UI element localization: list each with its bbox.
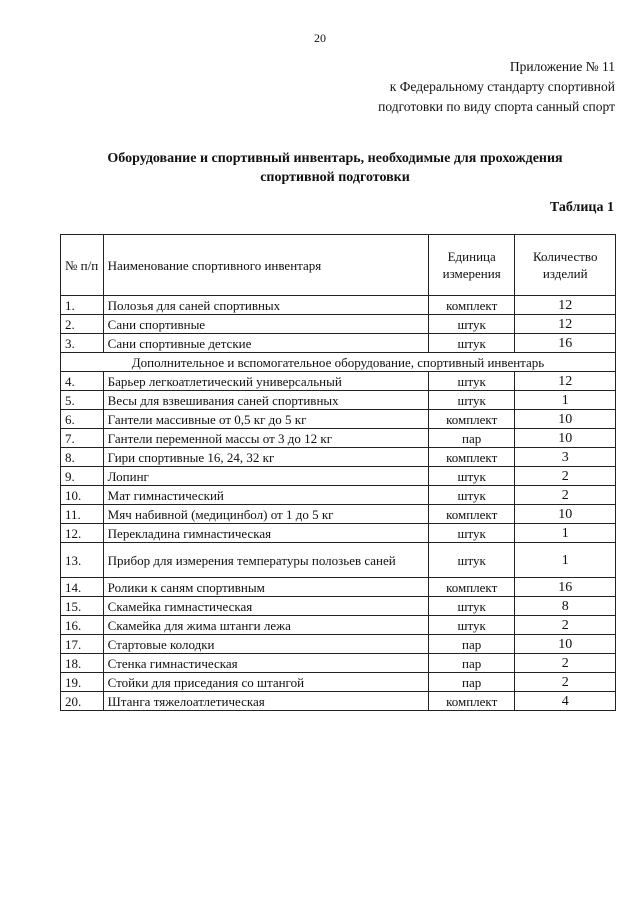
table-row [61, 467, 616, 486]
appendix-header [378, 57, 615, 117]
row-name: Штанга тяжелоатлетическая [103, 692, 428, 711]
row-unit: штук [428, 334, 515, 353]
row-quantity: 12 [515, 296, 616, 315]
table-row [61, 391, 616, 410]
table-row [61, 315, 616, 334]
row-unit: штук [428, 597, 515, 616]
row-unit: штук [428, 543, 515, 578]
row-name: Сани спортивные [103, 315, 428, 334]
row-number: 14. [61, 578, 104, 597]
table-row [61, 543, 616, 578]
row-name: Стойки для приседания со штангой [103, 673, 428, 692]
table-row [61, 654, 616, 673]
row-unit: комплект [428, 296, 515, 315]
row-quantity: 16 [515, 578, 616, 597]
table-row [61, 505, 616, 524]
appendix-line-1: Приложение № 11 [509, 59, 615, 74]
row-quantity: 10 [515, 505, 616, 524]
row-unit: штук [428, 524, 515, 543]
row-quantity: 2 [515, 467, 616, 486]
section-row [61, 353, 616, 372]
table-row [61, 692, 616, 711]
row-unit: пар [428, 654, 515, 673]
row-name: Гантели переменной массы от 3 до 12 кг [103, 429, 428, 448]
table-row [61, 448, 616, 467]
row-quantity: 2 [515, 654, 616, 673]
row-number: 15. [61, 597, 104, 616]
table-row [61, 486, 616, 505]
row-unit: штук [428, 486, 515, 505]
row-name: Ролики к саням спортивным [103, 578, 428, 597]
row-name: Лопинг [103, 467, 428, 486]
row-unit: комплект [428, 410, 515, 429]
header-name: Наименование спортивного инвентаря [103, 235, 428, 296]
row-number: 13. [61, 543, 104, 578]
table-row [61, 616, 616, 635]
header-quantity: Количество изделий [515, 235, 616, 296]
main-equipment-rows [61, 296, 616, 353]
row-name: Стенка гимнастическая [103, 654, 428, 673]
table-row [61, 296, 616, 315]
section-divider [61, 353, 616, 372]
document-title-line-1: Оборудование и спортивный инвентарь, необходимые для прохождения [107, 151, 563, 166]
row-name: Скамейка для жима штанги лежа [103, 616, 428, 635]
row-name: Мат гимнастический [103, 486, 428, 505]
table-header-row [61, 235, 616, 296]
row-number: 3. [61, 334, 104, 353]
additional-equipment-rows [61, 372, 616, 711]
table-row [61, 635, 616, 654]
row-quantity: 10 [515, 429, 616, 448]
row-unit: штук [428, 391, 515, 410]
row-quantity: 8 [515, 597, 616, 616]
header-number: № п/п [61, 235, 104, 296]
row-number: 11. [61, 505, 104, 524]
table-row [61, 410, 616, 429]
row-quantity: 12 [515, 372, 616, 391]
row-quantity: 4 [515, 692, 616, 711]
table-label: Таблица 1 [549, 200, 614, 215]
row-name: Весы для взвешивания саней спортивных [103, 391, 428, 410]
row-number: 8. [61, 448, 104, 467]
row-quantity: 3 [515, 448, 616, 467]
table-row [61, 578, 616, 597]
row-number: 5. [61, 391, 104, 410]
row-unit: штук [428, 616, 515, 635]
table-row [61, 429, 616, 448]
row-unit: штук [428, 315, 515, 334]
row-unit: комплект [428, 692, 515, 711]
row-number: 20. [61, 692, 104, 711]
table-row [61, 372, 616, 391]
row-number: 9. [61, 467, 104, 486]
document-title [40, 149, 630, 187]
row-name: Гири спортивные 16, 24, 32 кг [103, 448, 428, 467]
row-number: 12. [61, 524, 104, 543]
row-name: Барьер легкоатлетический универсальный [103, 372, 428, 391]
row-name: Скамейка гимнастическая [103, 597, 428, 616]
row-name: Перекладина гимнастическая [103, 524, 428, 543]
row-number: 6. [61, 410, 104, 429]
row-quantity: 1 [515, 391, 616, 410]
row-number: 10. [61, 486, 104, 505]
row-quantity: 16 [515, 334, 616, 353]
page-number: 20 [314, 31, 326, 45]
row-unit: пар [428, 429, 515, 448]
row-name: Гантели массивные от 0,5 кг до 5 кг [103, 410, 428, 429]
table-row [61, 524, 616, 543]
row-number: 2. [61, 315, 104, 334]
row-name: Прибор для измерения температуры полозьев саней [103, 543, 428, 578]
row-unit: комплект [428, 448, 515, 467]
row-quantity: 12 [515, 315, 616, 334]
row-quantity: 10 [515, 410, 616, 429]
row-name: Стартовые колодки [103, 635, 428, 654]
row-name: Сани спортивные детские [103, 334, 428, 353]
appendix-line-2: к Федеральному стандарту спортивной [389, 79, 615, 94]
row-unit: штук [428, 467, 515, 486]
row-name: Полозья для саней спортивных [103, 296, 428, 315]
row-number: 4. [61, 372, 104, 391]
row-number: 18. [61, 654, 104, 673]
document-title-line-2: спортивной подготовки [260, 170, 410, 185]
row-number: 7. [61, 429, 104, 448]
row-quantity: 10 [515, 635, 616, 654]
table-row [61, 673, 616, 692]
row-quantity: 2 [515, 616, 616, 635]
row-number: 1. [61, 296, 104, 315]
table-row [61, 597, 616, 616]
row-quantity: 1 [515, 543, 616, 578]
row-unit: комплект [428, 505, 515, 524]
row-number: 16. [61, 616, 104, 635]
header-unit: Единица измерения [428, 235, 515, 296]
row-name: Мяч набивной (медицинбол) от 1 до 5 кг [103, 505, 428, 524]
row-quantity: 2 [515, 673, 616, 692]
row-quantity: 2 [515, 486, 616, 505]
appendix-line-3: подготовки по виду спорта санный спорт [378, 99, 615, 114]
row-quantity: 1 [515, 524, 616, 543]
section-label: Дополнительное и вспомогательное оборудование, спортивный инвентарь [61, 353, 616, 372]
row-unit: комплект [428, 578, 515, 597]
row-number: 19. [61, 673, 104, 692]
row-unit: пар [428, 635, 515, 654]
row-number: 17. [61, 635, 104, 654]
table-row [61, 334, 616, 353]
row-unit: штук [428, 372, 515, 391]
equipment-table [60, 234, 616, 711]
row-unit: пар [428, 673, 515, 692]
